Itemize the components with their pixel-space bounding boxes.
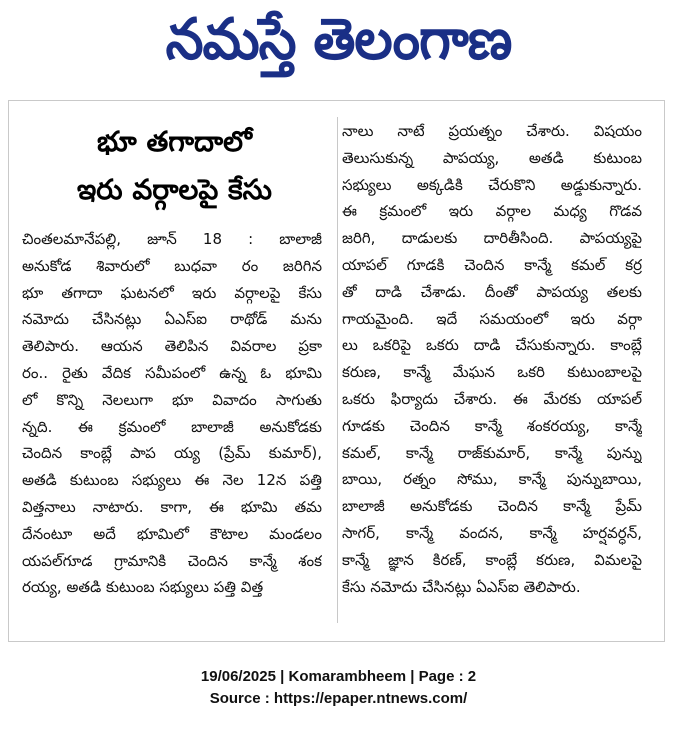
article-text-line: దేనంటూ అదే భూమిలో కౌటాల మండలం xyxy=(22,524,322,543)
article-text-line: లో కొన్ని నెలలుగా భూ వివాదం సాగుతు xyxy=(22,390,322,409)
footer-date-edition-page: 19/06/2025 | Komarambheem | Page : 2 xyxy=(200,668,477,685)
article-text-line: అనుకోడ శివారులో బుధవా రం జరిగిన xyxy=(22,256,322,275)
article-text-line: అతడి కుటుంబ సభ్యులు ఈ నెల 12న పత్తి xyxy=(22,471,322,490)
article-text-line: బాయి, రత్నం సోము, కాన్మే పున్నుబాయి, xyxy=(342,470,642,489)
article-text-line: లు ఒకరిపై ఒకరు దాడి చేసుకున్నారు. కాంబ్లే xyxy=(342,336,642,355)
article-text-line: ఈ క్రమంలో ఇరు వర్గాల మధ్య గొడవ xyxy=(342,202,642,221)
article-text-line: నాలు నాటే ప్రయత్నం చేశారు. విషయం xyxy=(342,122,642,140)
article-text-line: ఒకరు ఫిర్యాదు చేశారు. ఈ మేరకు యాపల్ xyxy=(342,390,642,408)
article-text-line: చెందిన కాంబ్లే పాప య్య (ప్రేమ్ కుమార్), xyxy=(22,444,322,463)
article-text-line: యాపల్ గూడకి చెందిన కాన్మే కమల్ కర్ర xyxy=(342,256,642,274)
article-text-line: రం.. రైతు వేదిక సమీపంలో ఉన్న ఓ భూమి xyxy=(22,364,322,382)
article-text-line: సభ్యులు అక్కడికి చేరుకొని అడ్డుకున్నారు. xyxy=(342,175,642,194)
article-text-line: భూ తగాదా ఘటనలో ఇరు వర్గాలపై కేసు xyxy=(22,283,322,302)
article-text-line: తెలిపారు. ఆయన తెలిపిన వివరాల ప్రకా xyxy=(22,337,322,356)
article-text-line: కాన్మే జ్ఞాన కిరణ్, కాంబ్లే కరుణ, విమలపై xyxy=(342,550,642,569)
article-text-line: బాలాజీ అనుకోడకు చెందిన కాన్మే ప్రేమ్ xyxy=(342,497,642,516)
footer-source: Source : https://epaper.ntnews.com/ xyxy=(209,690,468,707)
column-divider xyxy=(337,117,338,623)
article-text-line: జరిగి, దాడులకు దారితీసింది. పాపయ్యపై xyxy=(342,229,642,248)
article-text-line: గాయమైంది. ఇదే సమయంలో ఇరు వర్గా xyxy=(342,309,642,328)
masthead xyxy=(0,0,677,92)
article-text-line: కరుణ, కాన్మే మేఘన ఒకరి కుటుంబాలపై xyxy=(342,363,642,382)
article-text-line: చింతలమానేపల్లి, జూన్ 18 : బాలాజీ xyxy=(22,230,322,248)
article-text-line: తెలుసుకున్న పాపయ్య, అతడి కుటుంబ xyxy=(342,148,642,167)
article-text-line: నమోదు చేసినట్లు ఏఎస్ఐ రాథోడ్ మను xyxy=(22,310,322,329)
article-text-line: గూడకు చెందిన కాన్మే శంకరయ్య, కాన్మే xyxy=(342,416,642,435)
article-text-line: రయ్య, అతడి కుటుంబ సభ్యులు పత్తి విత్త xyxy=(22,578,264,597)
article-text-line: తో దాడి చేశాడు. దీంతో పాపయ్య తలకు xyxy=(342,282,642,301)
newspaper-logo: నమస్తే తెలంగాణ xyxy=(165,5,512,72)
article-text-line: యపల్‌గూడ గ్రామానికి చెందిన కాన్మే శంక xyxy=(22,551,322,570)
article-headline-line-1: భూ తగాదాలో xyxy=(97,125,252,158)
article-headline-line-2: ఇరు వర్గాలపై కేసు xyxy=(77,173,272,206)
article-text-line: కేసు నమోదు చేసినట్లు ఏఎస్ఐ తెలిపారు. xyxy=(342,577,581,596)
article-text-line: విత్తనాలు నాటారు. కాగా, ఈ భూమి తమ xyxy=(22,498,322,516)
article-text-line: కమల్, కాన్మే రాజ్‌కుమార్, కాన్మే పున్ను xyxy=(342,443,642,462)
article-text-line: న్నది. ఈ క్రమంలో బాలాజీ అనుకోడకు xyxy=(22,417,322,436)
article-text-line: సాగర్, కాన్మే వందన, కాన్మే హర్షవర్ధన్, xyxy=(342,524,642,542)
